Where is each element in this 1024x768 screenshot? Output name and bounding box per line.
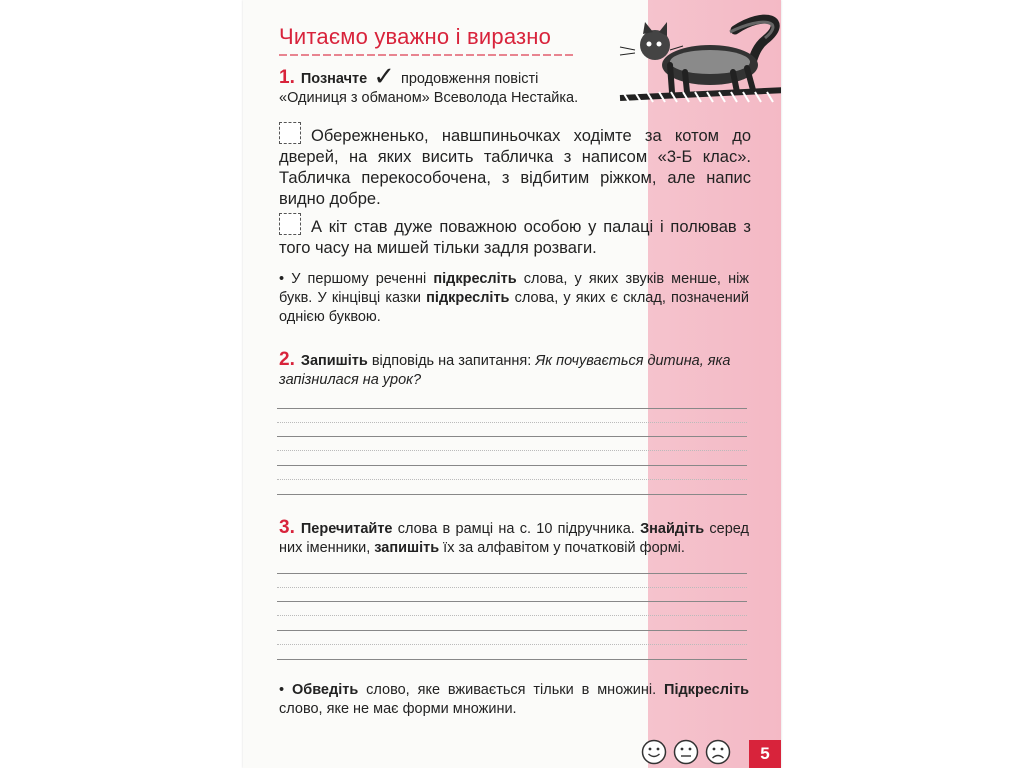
final-note bbox=[279, 681, 749, 719]
note-part: слова, у яких звуків менше, ніж букв. У кінцівці казки bbox=[279, 271, 749, 306]
note-verb: підкресліть bbox=[426, 290, 510, 306]
neutral-face-icon[interactable] bbox=[673, 739, 699, 765]
task2-verb: Запишіть bbox=[300, 353, 368, 369]
task2-number: 2. bbox=[279, 349, 295, 370]
task1-verb: Позначте bbox=[300, 71, 368, 87]
task2-answer-lines[interactable] bbox=[277, 405, 747, 500]
task2-heading bbox=[279, 350, 749, 390]
task3-part: слова в рамці на с. 10 підручника. bbox=[392, 521, 641, 537]
option1-text: Обережненько, навшпиньочках ходімте за котом до дверей, на яких висить табличка з написом «3-Б клас». Табличка перекособочена, з відбитим ріжком, але напис видно добре. bbox=[279, 127, 751, 208]
option2-text: А кіт став дуже поважною особою у палаці і полював з того часу на мишей тільки задля розваги. bbox=[279, 218, 751, 257]
workbook-page bbox=[243, 0, 781, 768]
note-part: • У першому реченні bbox=[279, 271, 434, 287]
checkmark-icon: ✓ bbox=[373, 61, 395, 91]
note-part: слово, яке вживається тільки в множині. bbox=[358, 682, 665, 698]
task3-part: їх за алфавітом у початковій формі. bbox=[439, 540, 685, 556]
task3-verb: Перечитайте bbox=[300, 521, 393, 537]
task2-question: Як почувається дитина, яка запізнилася на урок? bbox=[279, 353, 731, 388]
note-part: слова, у яких є склад, позначений однією буквою. bbox=[279, 290, 749, 325]
smile-icon[interactable] bbox=[641, 739, 667, 765]
task3-verb: Знайдіть bbox=[640, 521, 705, 537]
task3-answer-lines[interactable] bbox=[277, 570, 747, 665]
option2-checkbox[interactable] bbox=[279, 213, 301, 235]
task1-option1 bbox=[279, 122, 751, 210]
page-title: Читаємо уважно і виразно bbox=[279, 24, 552, 49]
sad-face-icon[interactable] bbox=[705, 739, 731, 765]
task1-line2: «Одиниця з обманом» Всеволода Нестайка. bbox=[279, 90, 579, 106]
note-verb: підкресліть bbox=[433, 271, 517, 287]
task3-heading bbox=[279, 518, 749, 558]
page-number: 5 bbox=[749, 740, 781, 768]
task3-verb: запишіть bbox=[374, 540, 440, 556]
option1-checkbox[interactable] bbox=[279, 122, 301, 144]
note-bullet: • bbox=[279, 682, 292, 698]
title-underline bbox=[279, 54, 574, 56]
note-verb: Обведіть bbox=[291, 682, 359, 698]
task1-line1-rest: продовження повісті bbox=[401, 71, 539, 87]
task2-rest: відповідь на запитання: bbox=[367, 353, 536, 369]
task1-note bbox=[279, 270, 749, 327]
task1-option2 bbox=[279, 213, 751, 259]
task3-number: 3. bbox=[279, 517, 295, 538]
note-part: слово, яке не має форми множини. bbox=[279, 701, 517, 717]
task1-heading bbox=[279, 61, 639, 108]
task1-number: 1. bbox=[279, 67, 295, 88]
note-verb: Підкресліть bbox=[664, 682, 749, 698]
task3-part: серед них іменники, bbox=[279, 521, 749, 556]
